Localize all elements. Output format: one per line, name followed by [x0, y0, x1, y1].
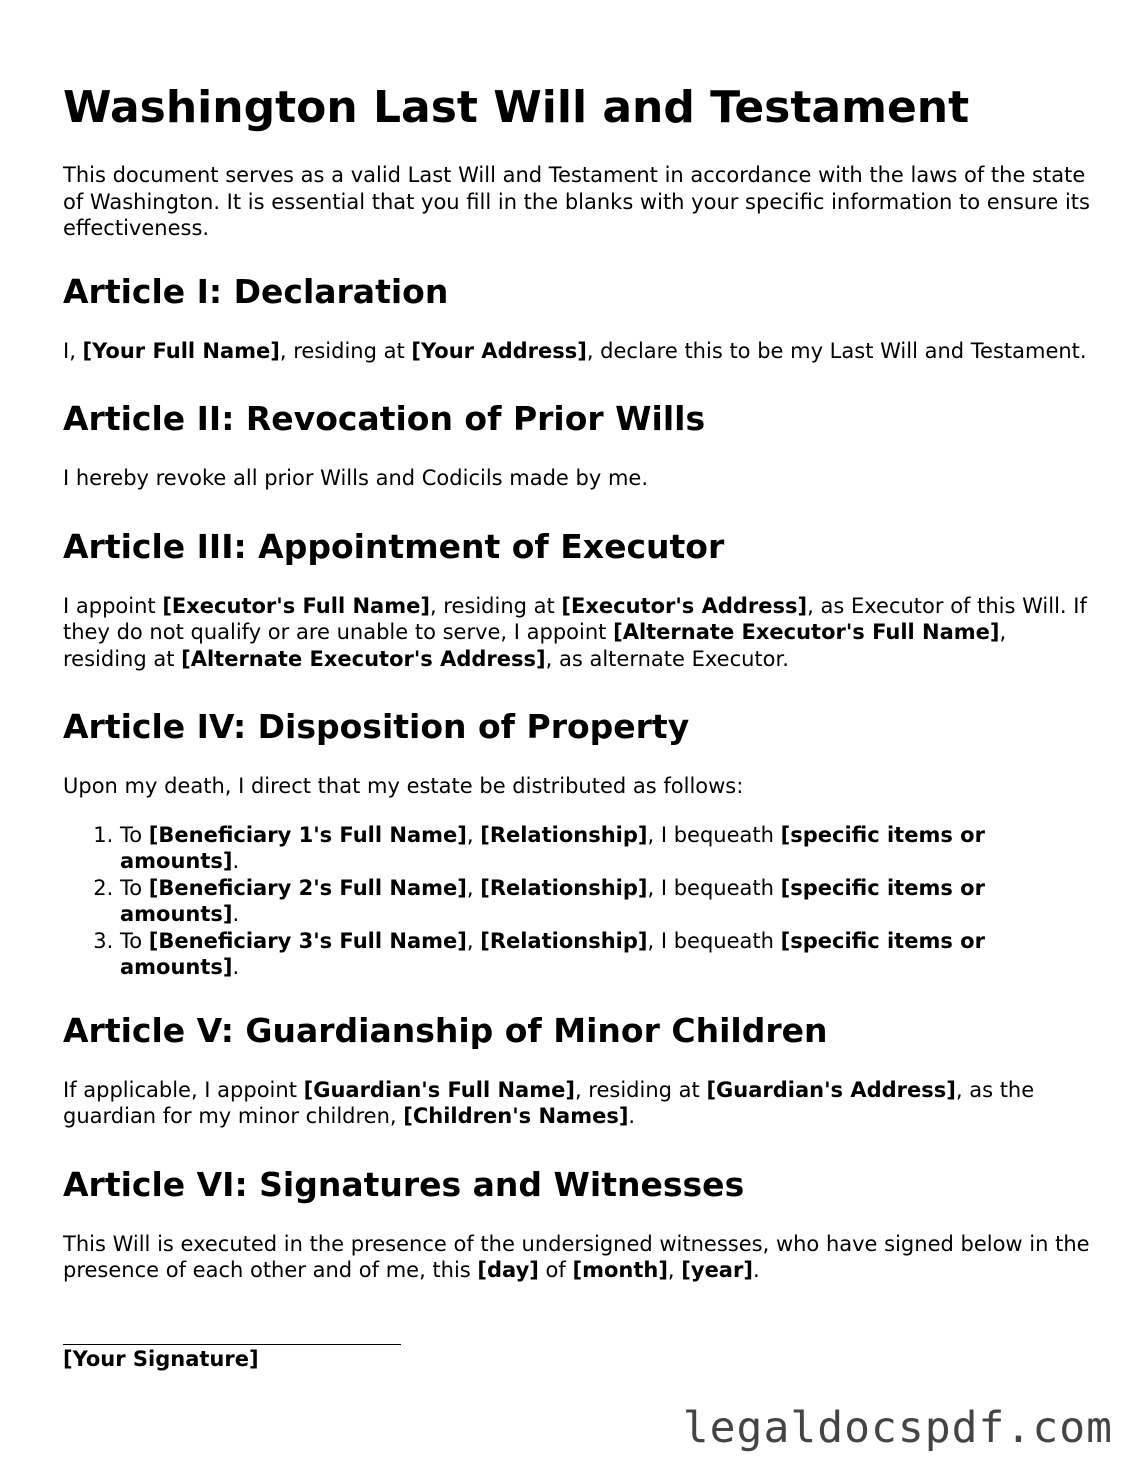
intro-paragraph: This document serves as a valid Last Will and Testament in accordance with the laws of the state of Washington. It is essential that you fill in the blanks with your specific information to ensure its effectiveness.: [63, 163, 1090, 240]
article-4-heading: Article IV: Disposition of Property: [63, 707, 690, 746]
watermark: legaldocspdf.com: [682, 1403, 1113, 1453]
document-title: Washington Last Will and Testament: [63, 82, 970, 133]
article-2-text: I hereby revoke all prior Wills and Codicils made by me.: [63, 466, 649, 490]
executor-name-field: [Executor's Full Name]: [162, 593, 430, 618]
article-6-text: This Will is executed in the presence of the undersigned witnesses, who have signed below in the presence of each other and of me, this [day] of [month], [year].: [63, 1231, 1090, 1282]
guardian-name-field: [Guardian's Full Name]: [303, 1077, 575, 1102]
article-3-heading: Article III: Appointment of Executor: [63, 526, 725, 566]
bequest-list: [63, 822, 1093, 981]
day-field: [day]: [477, 1258, 539, 1282]
article-4-intro: Upon my death, I direct that my estate be distributed as follows:: [63, 774, 744, 798]
signature-block: [63, 1326, 1093, 1372]
bequest-items-field: [specific items or amounts]: [120, 822, 985, 873]
beneficiary-name-field: [Beneficiary 1's Full Name]: [148, 822, 467, 847]
alternate-executor-name-field: [Alternate Executor's Full Name]: [613, 620, 1000, 644]
article-5-text: If applicable, I appoint [Guardian's Full Name], residing at [Guardian's Address], as the guardian for my minor children, [Children's Names].: [63, 1077, 1035, 1128]
month-field: [month]: [572, 1258, 668, 1282]
bequest-items-field: [specific items or amounts]: [120, 875, 985, 926]
beneficiary-name-field: [Beneficiary 2's Full Name]: [148, 875, 467, 900]
beneficiary-name-field: [Beneficiary 3's Full Name]: [148, 928, 467, 953]
children-names-field: [Children's Names]: [403, 1104, 629, 1128]
relationship-field: [Relationship]: [480, 875, 648, 900]
article-1-heading: Article I: Declaration: [63, 271, 449, 311]
bequest-item: 3. To [Beneficiary 3's Full Name], [Relationship], I bequeath [specific items or amounts].: [120, 928, 1093, 981]
guardian-address-field: [Guardian's Address]: [706, 1077, 956, 1102]
bequest-item: 2. To [Beneficiary 2's Full Name], [Relationship], I bequeath [specific items or amounts].: [120, 875, 1093, 928]
signature-line[interactable]: [63, 1326, 401, 1345]
executor-address-field: [Executor's Address]: [561, 593, 808, 618]
article-5-heading: Article V: Guardianship of Minor Children: [63, 1010, 828, 1050]
year-field: [year]: [681, 1258, 753, 1282]
article-2-heading: Article II: Revocation of Prior Wills: [63, 399, 706, 438]
signature-label: [Your Signature]: [63, 1346, 259, 1371]
alternate-executor-address-field: [Alternate Executor's Address]: [181, 646, 546, 671]
article-6-heading: Article VI: Signatures and Witnesses: [63, 1164, 745, 1204]
relationship-field: [Relationship]: [480, 822, 648, 847]
article-1-text: I, [Your Full Name], residing at [Your Address], declare this to be my Last Will and Testament.: [63, 338, 1087, 363]
bequest-item: 1. To [Beneficiary 1's Full Name], [Relationship], I bequeath [specific items or amounts].: [120, 822, 1093, 875]
document-page: [63, 0, 1093, 1372]
relationship-field: [Relationship]: [480, 928, 648, 953]
bequest-items-field: [specific items or amounts]: [120, 928, 985, 979]
testator-name-field: [Your Full Name]: [82, 338, 280, 363]
article-3-text: I appoint [Executor's Full Name], residing at [Executor's Address], as Executor of this Will. If they do not qualify or are unable to serve, I appoint [Alternate Executor's Full Name], residing at [Alternate Executor's Address], as alternate Executor.: [63, 593, 1087, 671]
testator-address-field: [Your Address]: [411, 338, 587, 363]
